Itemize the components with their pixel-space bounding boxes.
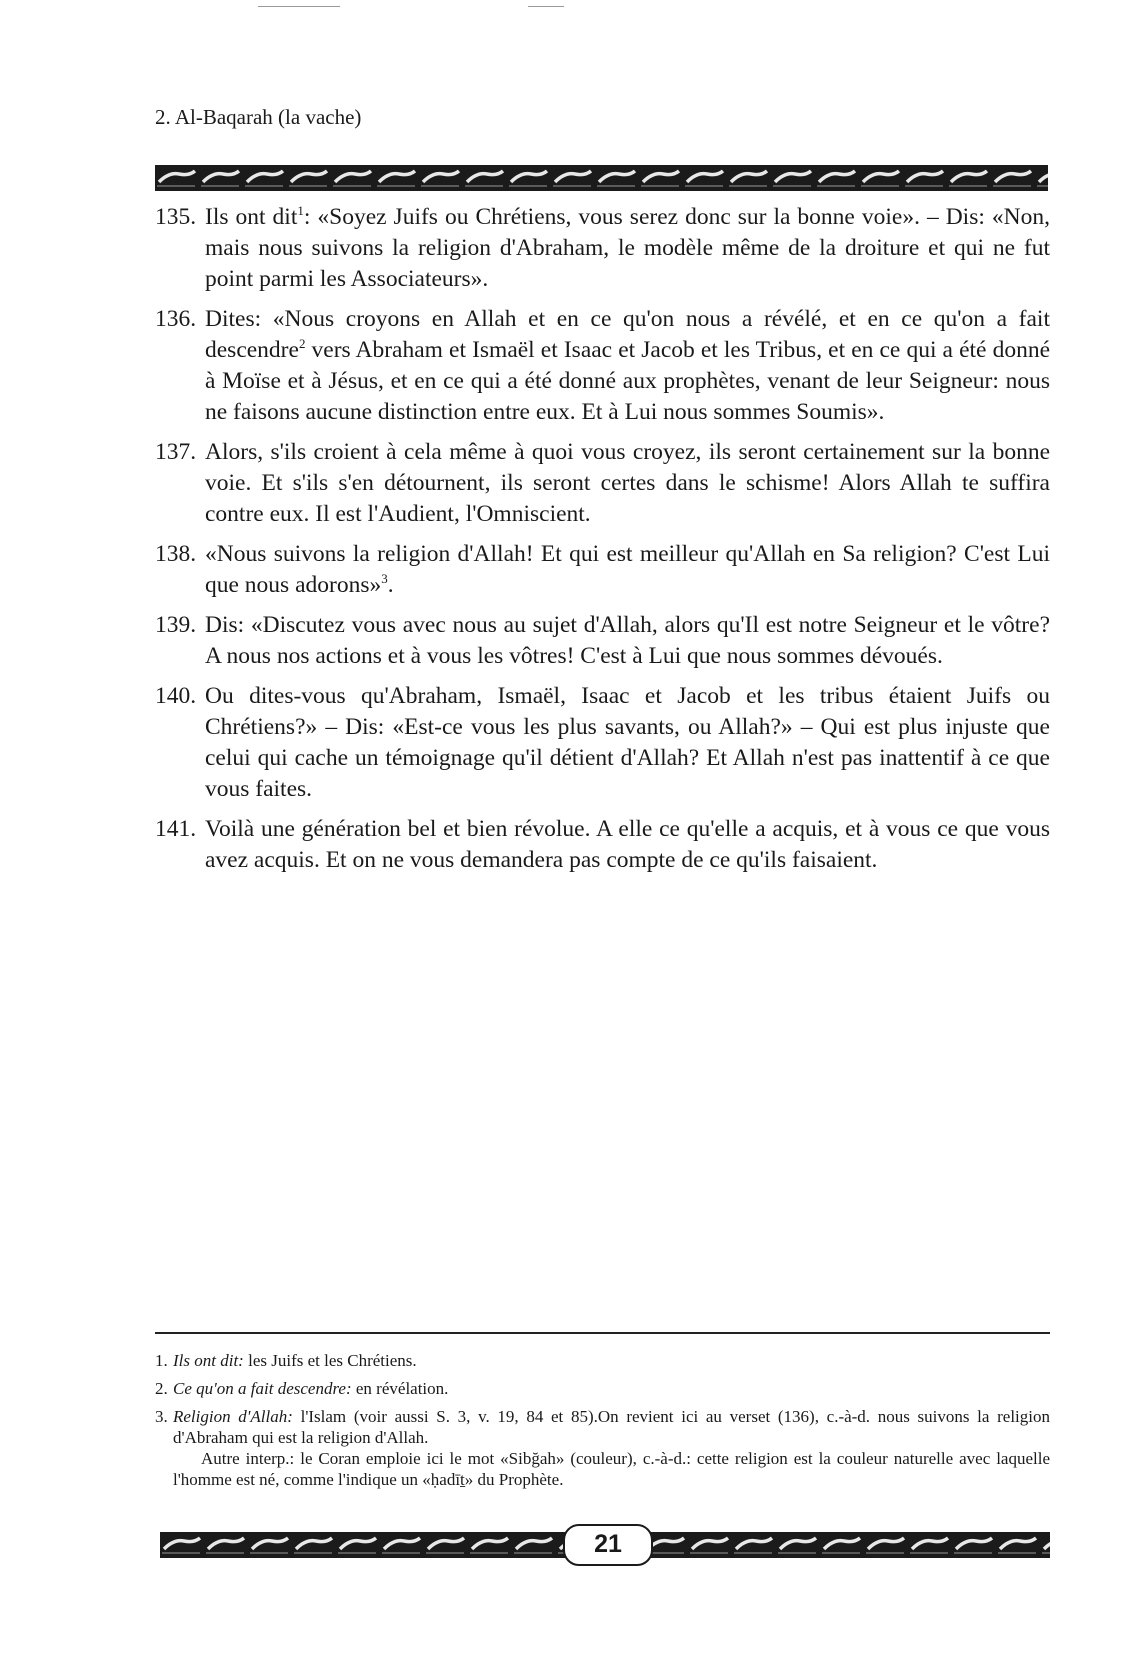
footnote	[155, 1406, 1050, 1490]
footnote-ref[interactable]: 3	[381, 571, 388, 587]
verses-block	[155, 202, 1050, 885]
verse-text: Alors, s'ils croient à cela même à quoi vous croyez, ils seront certainement sur la bonne voie. Et s'ils s'en détournent, ils seront certes dans le schisme! Alors Allah te suffira contre eux. Il est l'Audient, l'Omniscient.	[205, 439, 1050, 527]
footnotes-block	[155, 1350, 1050, 1497]
verse	[155, 304, 1050, 428]
footnote	[155, 1378, 1050, 1399]
footnote-number: 3.	[155, 1407, 168, 1426]
verse-number: 138.	[155, 541, 197, 567]
footnote-ref[interactable]: 2	[298, 336, 306, 352]
footnote-number: 2.	[155, 1379, 168, 1398]
footnote	[155, 1350, 1050, 1371]
ornament-band-top	[155, 165, 1048, 191]
footnote-divider	[155, 1332, 1050, 1334]
verse	[155, 437, 1050, 530]
verse-text: «Nous suivons la religion d'Allah! Et qui est meilleur qu'Allah en Sa religion? C'est Lui que nous adorons»$^3$.	[205, 541, 1050, 598]
top-mark-right	[528, 6, 564, 7]
verse-text: Ou dites-vous qu'Abraham, Ismaël, Isaac et Jacob et les tribus étaient Juifs ou Chrétiens?» – Dis: «Est-ce vous les plus savants, ou Allah?» – Qui est plus injuste que celui qui cache un témoignage qu'il détient d'Allah? Et Allah n'est pas inattentif à ce que vous faites.	[205, 683, 1050, 802]
chain-ornament	[155, 165, 1048, 191]
verse-text: Voilà une génération bel et bien révolue. A elle ce qu'elle a acquis, et à vous ce que vous avez acquis. Et on ne vous demandera pas compte de ce qu'ils faisaient.	[205, 816, 1050, 873]
verse-text: Dis: «Discutez vous avec nous au sujet d'Allah, alors qu'Il est notre Seigneur et le vôtre? A nous nos actions et à vous les vôtres! C'est à Lui que nous sommes dévoués.	[205, 612, 1050, 669]
verse-number: 137.	[155, 439, 197, 465]
verse-number: 140.	[155, 683, 197, 709]
footnote-ref[interactable]: 1	[297, 203, 304, 219]
verse-number: 136.	[155, 306, 197, 332]
page-number: 21	[563, 1524, 653, 1566]
footnote-number: 1.	[155, 1351, 168, 1370]
top-mark-left	[258, 6, 340, 7]
surah-header: 2. Al-Baqarah (la vache)	[155, 105, 362, 129]
verse	[155, 202, 1050, 295]
verse	[155, 610, 1050, 672]
verse-number: 141.	[155, 816, 197, 842]
verse	[155, 681, 1050, 805]
verse-number: 139.	[155, 612, 197, 638]
verse-text: Dites: «Nous croyons en Allah et en ce qu'on nous a révélé, et en ce qu'on a fait descendre$^2$ vers Abraham et Ismaël et Isaac et Jacob et les Tribus, et en ce qui a été donné à Moïse et à Jésus, et en ce qui a été donné aux prophètes, venant de leur Seigneur: nous ne faisons aucune distinction entre eux. Et à Lui nous sommes Soumis».	[205, 306, 1050, 425]
verse-number: 135.	[155, 204, 197, 230]
footnote-text: Religion d'Allah: l'Islam (voir aussi S. 3, v. 19, 84 et 85).On revient ici au verset (136), c.-à-d. nous suivons la religion d'Abraham qui est la religion d'Allah. Autre interp.: le Coran emploie ici le mot «Sibğah» (couleur), c.-à-d.: cette religion est la couleur naturelle avec laquelle l'homme est né, comme l'indique un «ḥadīṯ» du Prophète.	[173, 1407, 1051, 1489]
footnote-continuation: Autre interp.: le Coran emploie ici le mot «Sibğah» (couleur), c.-à-d.: cette religion est la couleur naturelle avec laquelle l'homme est né, comme l'indique un «ḥadīṯ» du Prophète.	[173, 1449, 1050, 1489]
footnote-text: Ils ont dit: les Juifs et les Chrétiens.	[173, 1351, 417, 1370]
verse	[155, 814, 1050, 876]
verse	[155, 539, 1050, 601]
verse-text: Ils ont dit$^1$: «Soyez Juifs ou Chrétiens, vous serez donc sur la bonne voie». – Dis: «Non, mais nous suivons la religion d'Abraham, le modèle même de la droiture et qui ne fut point parmi les Associateurs».	[205, 203, 1050, 292]
footnote-text: Ce qu'on a fait descendre: en révélation.	[173, 1379, 449, 1398]
